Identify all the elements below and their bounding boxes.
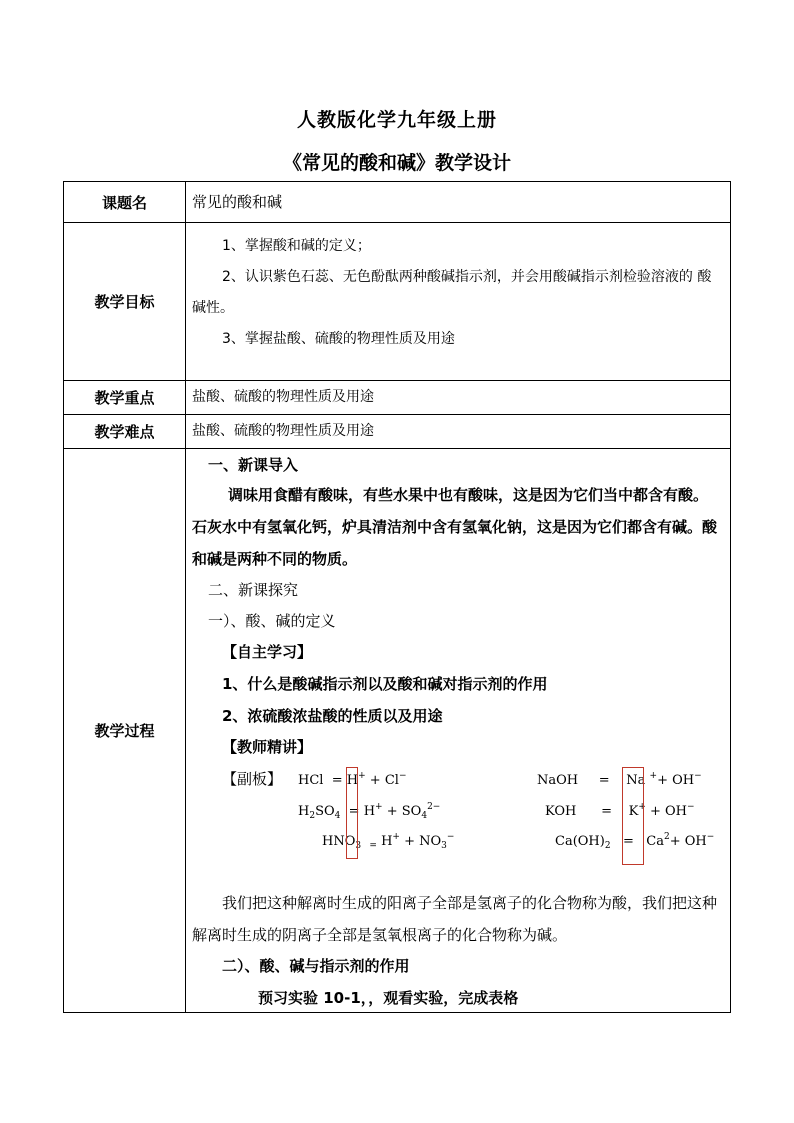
difficulties-label: 教学难点 <box>64 415 186 449</box>
teacher-explain-heading: 【教师精讲】 <box>222 738 313 756</box>
subsection-indicator: 二）、酸、碱与指示剂的作用 <box>222 957 410 975</box>
key-points-value: 盐酸、硫酸的物理性质及用途 <box>192 389 374 405</box>
row-topic <box>64 182 731 223</box>
equation-hno3: $HNO_3$ $_=$ $H^+ + NO_3^-$ <box>322 832 455 851</box>
subsection-definition: 一）、酸、碱的定义 <box>208 612 336 630</box>
row-difficulties <box>64 415 731 449</box>
hydrogen-ion-highlight-box <box>346 767 358 859</box>
section-new-lesson-intro: 一、新课导入 <box>208 456 299 474</box>
section-new-lesson-explore: 二、新课探究 <box>208 581 299 599</box>
document-title: 人教版化学九年级上册 <box>296 109 497 131</box>
metal-ion-highlight-box <box>622 767 644 865</box>
equation-naoh: NaOH = Na ++ OH− <box>537 771 702 788</box>
equation-caoh2: $Ca(OH)_2$ = $Ca^2+ OH^-$ <box>555 832 715 851</box>
row-key-points <box>64 381 731 415</box>
row-goals <box>64 223 731 381</box>
process-label: 教学过程 <box>64 449 186 1013</box>
self-study-heading: 【自主学习】 <box>222 643 313 661</box>
board-label: 【副板】 <box>222 770 283 788</box>
preview-experiment: 预习实验 10-1，，观看实验，完成表格 <box>258 989 519 1007</box>
question-2: 2、浓硫酸浓盐酸的性质以及用途 <box>222 707 443 725</box>
process-content <box>186 449 730 1012</box>
goal-item: 2、认识紫色石蕊、无色酚酞两种酸碱指示剂，并会用酸碱指示剂检验溶液的 酸碱性。 <box>192 269 712 316</box>
equation-h2so4: $H_2SO_4 = H^+ + SO_4^{2-}$ <box>298 802 441 821</box>
summary-paragraph: 我们把这种解离时生成的阳离子全部是氢离子的化合物称为酸，我们把这种解离时生成的阴离子全部是氢氧根离子的化合物称为碱。 <box>192 894 718 944</box>
document-subtitle: 《常见的酸和碱》教学设计 <box>282 152 511 174</box>
topic-value: 常见的酸和碱 <box>192 193 283 211</box>
row-process <box>64 449 731 1013</box>
topic-label: 课题名 <box>64 182 186 223</box>
goal-item: 3、掌握盐酸、硫酸的物理性质及用途 <box>222 331 455 347</box>
lesson-plan-table <box>63 181 731 1013</box>
difficulties-value: 盐酸、硫酸的物理性质及用途 <box>192 423 374 439</box>
question-1: 1、什么是酸碱指示剂以及酸和碱对指示剂的作用 <box>222 675 548 693</box>
intro-paragraph: 调味用食醋有酸味，有些水果中也有酸味，这是因为它们当中都含有酸。石灰水中有氢氧化钙，炉具清洁剂中含有氢氧化钠，这是因为它们都含有碱。酸和碱是两种不同的物质。 <box>192 486 718 568</box>
equation-koh: KOH = K+ + OH− <box>545 802 695 819</box>
goals-label: 教学目标 <box>64 223 186 381</box>
equation-hcl: HCl = H+ + Cl− <box>298 771 407 788</box>
goal-item: 1、掌握酸和碱的定义； <box>222 238 371 254</box>
goals-list <box>186 223 730 355</box>
key-points-label: 教学重点 <box>64 381 186 415</box>
